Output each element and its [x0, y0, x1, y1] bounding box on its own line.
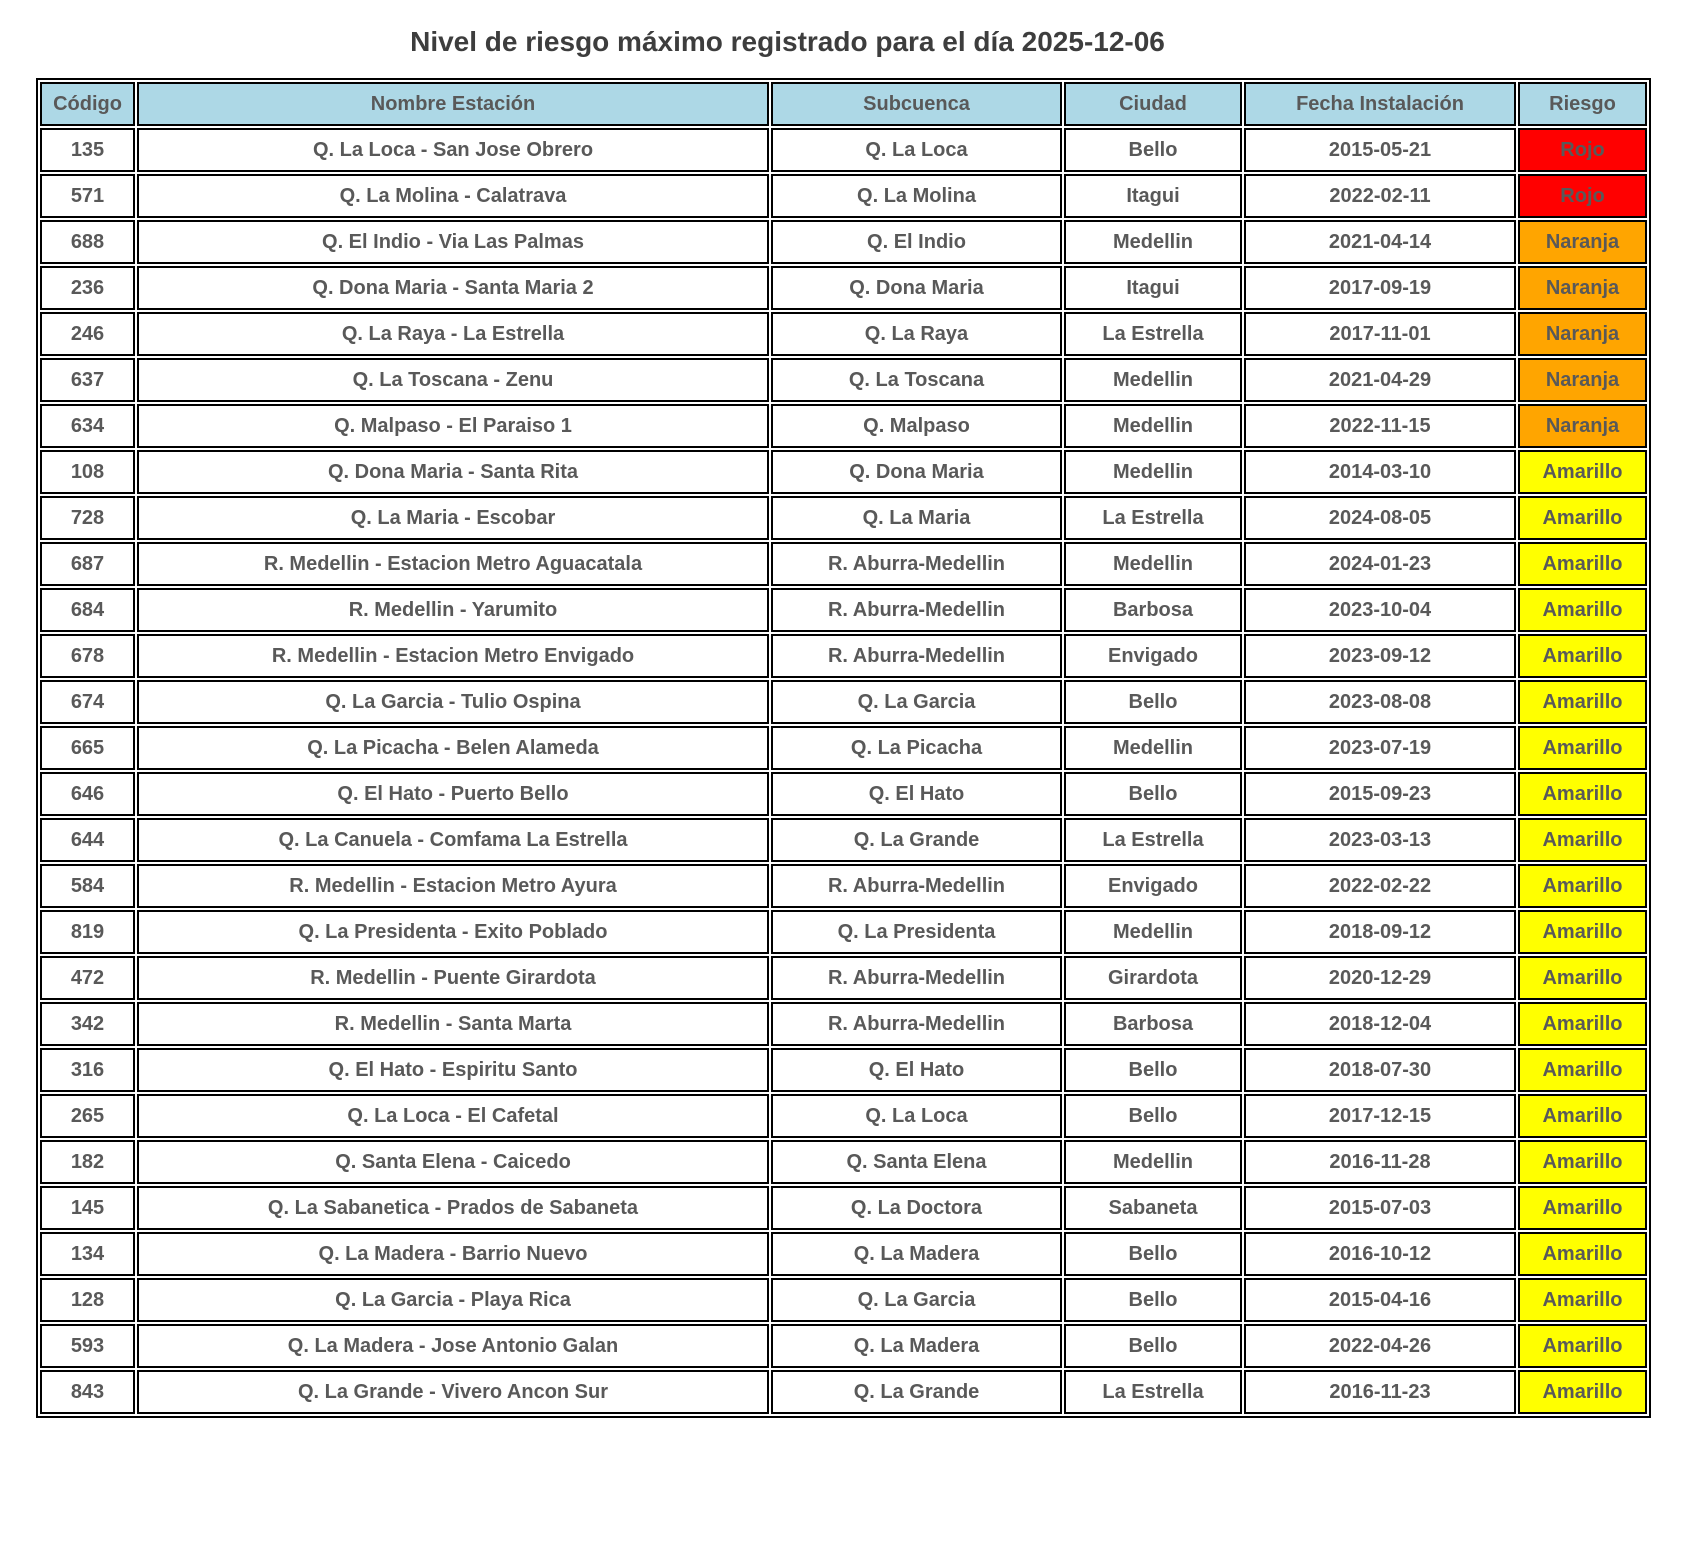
risk-badge: Naranja [1518, 220, 1647, 264]
cell-fecha-instalacion: 2022-11-15 [1244, 404, 1516, 448]
cell-ciudad: Envigado [1064, 634, 1242, 678]
cell-codigo: 646 [40, 772, 135, 816]
cell-codigo: 108 [40, 450, 135, 494]
risk-badge: Amarillo [1518, 910, 1647, 954]
cell-codigo: 634 [40, 404, 135, 448]
cell-ciudad: Bello [1064, 1094, 1242, 1138]
cell-nombre-estacion: Q. Malpaso - El Paraiso 1 [137, 404, 769, 448]
table-row [40, 1370, 1647, 1414]
risk-badge: Naranja [1518, 266, 1647, 310]
cell-nombre-estacion: R. Medellin - Estacion Metro Aguacatala [137, 542, 769, 586]
table-row [40, 128, 1647, 172]
cell-codigo: 134 [40, 1232, 135, 1276]
table-row [40, 496, 1647, 540]
table-row [40, 1232, 1647, 1276]
cell-subcuenca: Q. La Grande [771, 1370, 1062, 1414]
cell-nombre-estacion: Q. La Canuela - Comfama La Estrella [137, 818, 769, 862]
cell-subcuenca: Q. El Hato [771, 772, 1062, 816]
cell-subcuenca: R. Aburra-Medellin [771, 634, 1062, 678]
cell-fecha-instalacion: 2015-04-16 [1244, 1278, 1516, 1322]
cell-subcuenca: Q. La Grande [771, 818, 1062, 862]
cell-subcuenca: Q. La Doctora [771, 1186, 1062, 1230]
cell-fecha-instalacion: 2016-10-12 [1244, 1232, 1516, 1276]
cell-ciudad: Barbosa [1064, 588, 1242, 632]
cell-ciudad: Bello [1064, 1232, 1242, 1276]
risk-badge: Amarillo [1518, 818, 1647, 862]
cell-ciudad: Medellin [1064, 220, 1242, 264]
cell-fecha-instalacion: 2016-11-23 [1244, 1370, 1516, 1414]
table-row [40, 1048, 1647, 1092]
cell-codigo: 182 [40, 1140, 135, 1184]
risk-badge: Naranja [1518, 312, 1647, 356]
risk-badge: Amarillo [1518, 680, 1647, 724]
risk-badge: Rojo [1518, 128, 1647, 172]
cell-nombre-estacion: R. Medellin - Santa Marta [137, 1002, 769, 1046]
cell-ciudad: La Estrella [1064, 496, 1242, 540]
cell-codigo: 593 [40, 1324, 135, 1368]
cell-codigo: 145 [40, 1186, 135, 1230]
cell-nombre-estacion: R. Medellin - Yarumito [137, 588, 769, 632]
cell-nombre-estacion: Q. La Toscana - Zenu [137, 358, 769, 402]
table-row [40, 542, 1647, 586]
cell-ciudad: Bello [1064, 772, 1242, 816]
cell-subcuenca: R. Aburra-Medellin [771, 864, 1062, 908]
cell-fecha-instalacion: 2021-04-14 [1244, 220, 1516, 264]
cell-nombre-estacion: Q. El Indio - Via Las Palmas [137, 220, 769, 264]
cell-nombre-estacion: Q. La Madera - Barrio Nuevo [137, 1232, 769, 1276]
risk-badge: Amarillo [1518, 496, 1647, 540]
cell-subcuenca: Q. Dona Maria [771, 266, 1062, 310]
cell-fecha-instalacion: 2015-07-03 [1244, 1186, 1516, 1230]
cell-fecha-instalacion: 2018-12-04 [1244, 1002, 1516, 1046]
cell-ciudad: Sabaneta [1064, 1186, 1242, 1230]
risk-badge: Amarillo [1518, 1002, 1647, 1046]
cell-subcuenca: R. Aburra-Medellin [771, 1002, 1062, 1046]
cell-fecha-instalacion: 2023-07-19 [1244, 726, 1516, 770]
cell-fecha-instalacion: 2023-03-13 [1244, 818, 1516, 862]
cell-subcuenca: R. Aburra-Medellin [771, 542, 1062, 586]
cell-fecha-instalacion: 2014-03-10 [1244, 450, 1516, 494]
risk-badge: Amarillo [1518, 956, 1647, 1000]
risk-badge: Amarillo [1518, 864, 1647, 908]
cell-fecha-instalacion: 2018-07-30 [1244, 1048, 1516, 1092]
cell-nombre-estacion: R. Medellin - Estacion Metro Envigado [137, 634, 769, 678]
cell-codigo: 674 [40, 680, 135, 724]
cell-fecha-instalacion: 2020-12-29 [1244, 956, 1516, 1000]
risk-badge: Amarillo [1518, 1094, 1647, 1138]
cell-codigo: 128 [40, 1278, 135, 1322]
cell-subcuenca: Q. Malpaso [771, 404, 1062, 448]
cell-ciudad: La Estrella [1064, 312, 1242, 356]
table-row [40, 588, 1647, 632]
cell-fecha-instalacion: 2023-09-12 [1244, 634, 1516, 678]
cell-nombre-estacion: Q. La Presidenta - Exito Poblado [137, 910, 769, 954]
column-header: Código [40, 82, 135, 126]
cell-codigo: 571 [40, 174, 135, 218]
cell-ciudad: Medellin [1064, 450, 1242, 494]
risk-badge: Amarillo [1518, 1232, 1647, 1276]
cell-subcuenca: Q. La Madera [771, 1232, 1062, 1276]
column-header: Riesgo [1518, 82, 1647, 126]
table-row [40, 266, 1647, 310]
table-row [40, 312, 1647, 356]
cell-fecha-instalacion: 2023-10-04 [1244, 588, 1516, 632]
table-row [40, 174, 1647, 218]
column-header: Ciudad [1064, 82, 1242, 126]
table-row [40, 220, 1647, 264]
table-row [40, 1140, 1647, 1184]
cell-codigo: 472 [40, 956, 135, 1000]
cell-subcuenca: Q. Dona Maria [771, 450, 1062, 494]
header-row [40, 82, 1647, 126]
cell-codigo: 584 [40, 864, 135, 908]
cell-fecha-instalacion: 2018-09-12 [1244, 910, 1516, 954]
table-row [40, 772, 1647, 816]
cell-nombre-estacion: Q. Dona Maria - Santa Maria 2 [137, 266, 769, 310]
cell-fecha-instalacion: 2017-11-01 [1244, 312, 1516, 356]
cell-fecha-instalacion: 2022-02-11 [1244, 174, 1516, 218]
cell-nombre-estacion: R. Medellin - Estacion Metro Ayura [137, 864, 769, 908]
risk-badge: Amarillo [1518, 772, 1647, 816]
risk-badge: Amarillo [1518, 1370, 1647, 1414]
cell-fecha-instalacion: 2015-09-23 [1244, 772, 1516, 816]
cell-ciudad: Medellin [1064, 542, 1242, 586]
cell-nombre-estacion: Q. La Loca - San Jose Obrero [137, 128, 769, 172]
cell-nombre-estacion: Q. El Hato - Espiritu Santo [137, 1048, 769, 1092]
cell-ciudad: Medellin [1064, 910, 1242, 954]
table-row [40, 680, 1647, 724]
cell-nombre-estacion: Q. La Maria - Escobar [137, 496, 769, 540]
cell-ciudad: La Estrella [1064, 1370, 1242, 1414]
risk-badge: Naranja [1518, 358, 1647, 402]
cell-ciudad: La Estrella [1064, 818, 1242, 862]
cell-codigo: 265 [40, 1094, 135, 1138]
column-header: Fecha Instalación [1244, 82, 1516, 126]
cell-subcuenca: Q. Santa Elena [771, 1140, 1062, 1184]
cell-codigo: 644 [40, 818, 135, 862]
column-header: Nombre Estación [137, 82, 769, 126]
cell-codigo: 688 [40, 220, 135, 264]
cell-nombre-estacion: Q. La Garcia - Tulio Ospina [137, 680, 769, 724]
cell-nombre-estacion: Q. La Raya - La Estrella [137, 312, 769, 356]
cell-subcuenca: Q. La Maria [771, 496, 1062, 540]
cell-subcuenca: R. Aburra-Medellin [771, 956, 1062, 1000]
cell-ciudad: Medellin [1064, 358, 1242, 402]
cell-codigo: 637 [40, 358, 135, 402]
cell-subcuenca: Q. La Molina [771, 174, 1062, 218]
table-row [40, 404, 1647, 448]
cell-ciudad: Itagui [1064, 266, 1242, 310]
cell-codigo: 246 [40, 312, 135, 356]
cell-ciudad: Bello [1064, 1324, 1242, 1368]
cell-codigo: 236 [40, 266, 135, 310]
risk-badge: Amarillo [1518, 1278, 1647, 1322]
cell-ciudad: Bello [1064, 128, 1242, 172]
cell-nombre-estacion: Q. La Picacha - Belen Alameda [137, 726, 769, 770]
column-header: Subcuenca [771, 82, 1062, 126]
cell-ciudad: Envigado [1064, 864, 1242, 908]
cell-fecha-instalacion: 2021-04-29 [1244, 358, 1516, 402]
cell-codigo: 728 [40, 496, 135, 540]
cell-ciudad: Bello [1064, 1048, 1242, 1092]
cell-subcuenca: Q. La Garcia [771, 680, 1062, 724]
cell-ciudad: Girardota [1064, 956, 1242, 1000]
cell-fecha-instalacion: 2022-02-22 [1244, 864, 1516, 908]
cell-ciudad: Medellin [1064, 726, 1242, 770]
cell-ciudad: Bello [1064, 1278, 1242, 1322]
risk-badge: Amarillo [1518, 634, 1647, 678]
cell-ciudad: Bello [1064, 680, 1242, 724]
cell-nombre-estacion: Q. La Molina - Calatrava [137, 174, 769, 218]
table-row [40, 1186, 1647, 1230]
cell-subcuenca: Q. La Loca [771, 128, 1062, 172]
cell-nombre-estacion: Q. El Hato - Puerto Bello [137, 772, 769, 816]
cell-codigo: 135 [40, 128, 135, 172]
cell-subcuenca: R. Aburra-Medellin [771, 588, 1062, 632]
cell-fecha-instalacion: 2017-09-19 [1244, 266, 1516, 310]
risk-badge: Amarillo [1518, 1324, 1647, 1368]
cell-ciudad: Medellin [1064, 404, 1242, 448]
cell-subcuenca: Q. La Madera [771, 1324, 1062, 1368]
cell-nombre-estacion: Q. La Sabanetica - Prados de Sabaneta [137, 1186, 769, 1230]
table-row [40, 1094, 1647, 1138]
cell-subcuenca: Q. El Hato [771, 1048, 1062, 1092]
table-row [40, 1278, 1647, 1322]
cell-subcuenca: Q. La Toscana [771, 358, 1062, 402]
cell-codigo: 843 [40, 1370, 135, 1414]
cell-nombre-estacion: R. Medellin - Puente Girardota [137, 956, 769, 1000]
cell-nombre-estacion: Q. La Loca - El Cafetal [137, 1094, 769, 1138]
cell-subcuenca: Q. La Presidenta [771, 910, 1062, 954]
cell-codigo: 819 [40, 910, 135, 954]
page-title: Nivel de riesgo máximo registrado para el día 2025-12-06 [410, 26, 1165, 57]
cell-fecha-instalacion: 2022-04-26 [1244, 1324, 1516, 1368]
cell-fecha-instalacion: 2024-08-05 [1244, 496, 1516, 540]
cell-subcuenca: Q. La Raya [771, 312, 1062, 356]
cell-nombre-estacion: Q. Dona Maria - Santa Rita [137, 450, 769, 494]
cell-fecha-instalacion: 2023-08-08 [1244, 680, 1516, 724]
risk-badge: Amarillo [1518, 542, 1647, 586]
cell-ciudad: Medellin [1064, 1140, 1242, 1184]
table-row [40, 910, 1647, 954]
risk-badge: Amarillo [1518, 726, 1647, 770]
table-row [40, 634, 1647, 678]
cell-nombre-estacion: Q. La Madera - Jose Antonio Galan [137, 1324, 769, 1368]
risk-badge: Naranja [1518, 404, 1647, 448]
table-row [40, 450, 1647, 494]
cell-ciudad: Itagui [1064, 174, 1242, 218]
risk-badge: Amarillo [1518, 1048, 1647, 1092]
cell-codigo: 684 [40, 588, 135, 632]
cell-codigo: 678 [40, 634, 135, 678]
cell-ciudad: Barbosa [1064, 1002, 1242, 1046]
cell-fecha-instalacion: 2024-01-23 [1244, 542, 1516, 586]
table-row [40, 358, 1647, 402]
cell-fecha-instalacion: 2015-05-21 [1244, 128, 1516, 172]
cell-subcuenca: Q. El Indio [771, 220, 1062, 264]
table-row [40, 1324, 1647, 1368]
risk-badge: Amarillo [1518, 588, 1647, 632]
table-row [40, 818, 1647, 862]
table-row [40, 864, 1647, 908]
cell-codigo: 316 [40, 1048, 135, 1092]
cell-codigo: 665 [40, 726, 135, 770]
cell-subcuenca: Q. La Picacha [771, 726, 1062, 770]
cell-subcuenca: Q. La Loca [771, 1094, 1062, 1138]
risk-table [36, 78, 1651, 1418]
risk-badge: Rojo [1518, 174, 1647, 218]
risk-badge: Amarillo [1518, 1186, 1647, 1230]
table-body [40, 128, 1647, 1414]
table-row [40, 726, 1647, 770]
cell-subcuenca: Q. La Garcia [771, 1278, 1062, 1322]
cell-codigo: 342 [40, 1002, 135, 1046]
cell-fecha-instalacion: 2017-12-15 [1244, 1094, 1516, 1138]
risk-badge: Amarillo [1518, 450, 1647, 494]
cell-fecha-instalacion: 2016-11-28 [1244, 1140, 1516, 1184]
cell-codigo: 687 [40, 542, 135, 586]
cell-nombre-estacion: Q. La Grande - Vivero Ancon Sur [137, 1370, 769, 1414]
risk-badge: Amarillo [1518, 1140, 1647, 1184]
table-row [40, 1002, 1647, 1046]
table-row [40, 956, 1647, 1000]
cell-nombre-estacion: Q. La Garcia - Playa Rica [137, 1278, 769, 1322]
cell-nombre-estacion: Q. Santa Elena - Caicedo [137, 1140, 769, 1184]
